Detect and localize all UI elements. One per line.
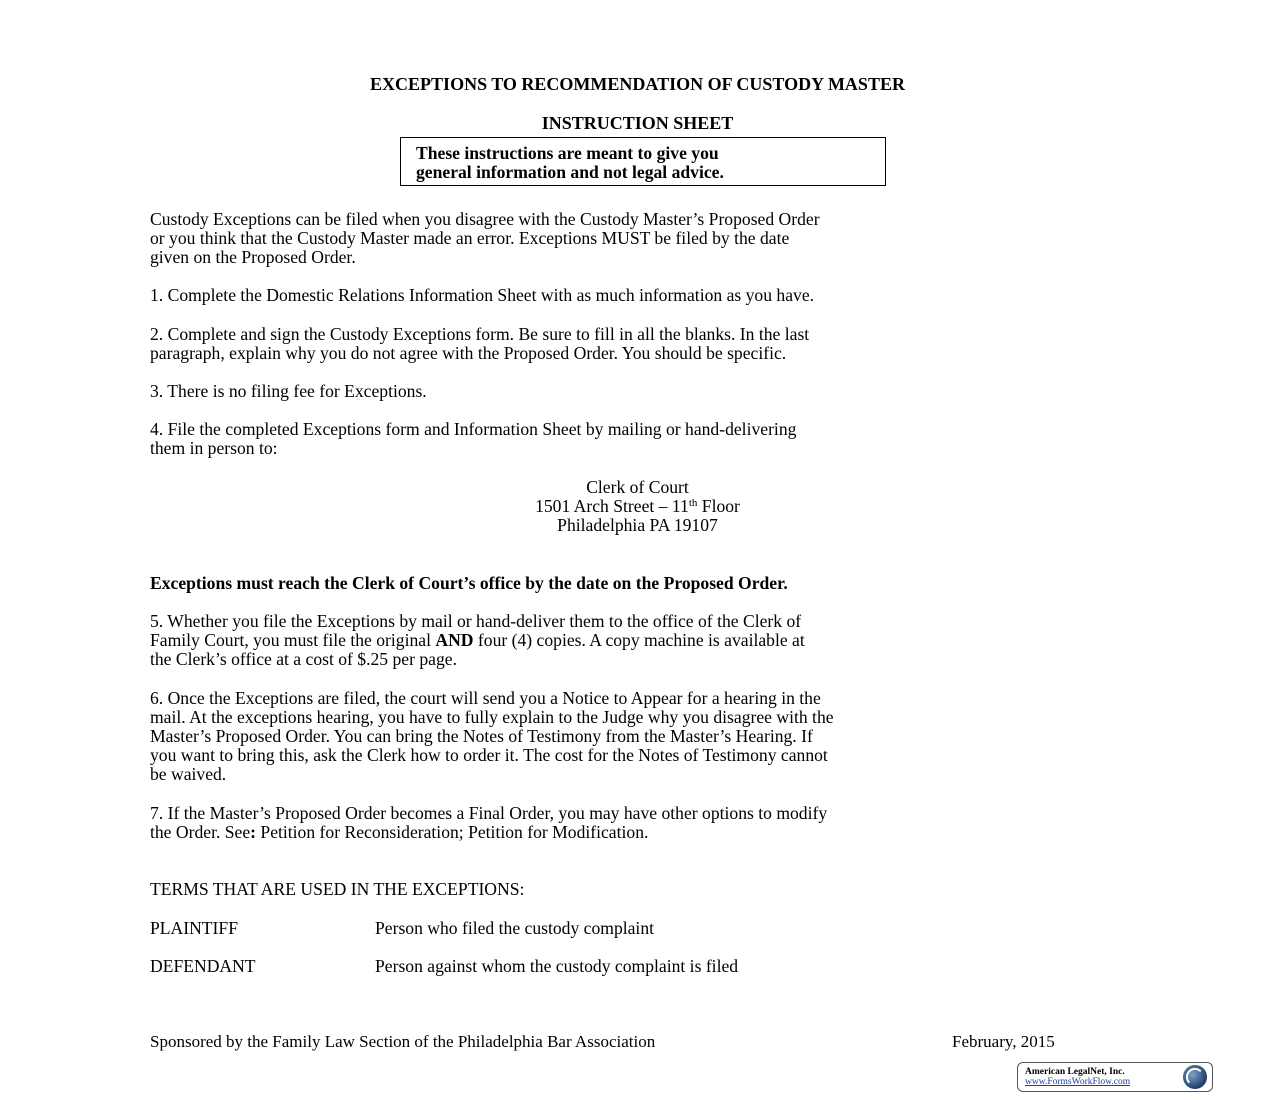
step-6-line: Master’s Proposed Order. You can bring the Notes of Testimony from the Master’s Hearing. If: [150, 726, 813, 746]
deadline-notice: Exceptions must reach the Clerk of Court’s office by the date on the Proposed Order.: [150, 573, 788, 593]
terms-heading: TERMS THAT ARE USED IN THE EXCEPTIONS:: [150, 879, 525, 899]
step-5-text: Family Court, you must file the original: [150, 630, 436, 650]
step-4-line: them in person to:: [150, 438, 278, 458]
disclaimer-line-1: These instructions are meant to give you: [416, 143, 719, 163]
term-label: DEFENDANT: [150, 956, 256, 976]
step-7-line: 7. If the Master’s Proposed Order becomes a Final Order, you may have other options to modify: [150, 803, 828, 823]
step-2-line: 2. Complete and sign the Custody Exceptions form. Be sure to fill in all the blanks. In the last: [150, 324, 810, 344]
address-name: Clerk of Court: [586, 477, 689, 497]
logo-company-name: American LegalNet, Inc.: [1025, 1067, 1125, 1077]
step-7-colon: :: [250, 822, 257, 842]
document-subtitle: INSTRUCTION SHEET: [541, 113, 734, 133]
footer-sponsor: Sponsored by the Family Law Section of the Philadelphia Bar Association: [150, 1032, 656, 1051]
address-street-floor: Floor: [697, 496, 740, 516]
step-6-line: 6. Once the Exceptions are filed, the court will send you a Notice to Appear for a hearing in the: [150, 688, 821, 708]
intro-line: or you think that the Custody Master made an error. Exceptions MUST be filed by the date: [150, 228, 790, 248]
step-6-line: be waived.: [150, 764, 227, 784]
step-5-line: the Clerk’s office at a cost of $.25 per page.: [150, 649, 457, 669]
step-7-text: the Order. See: [150, 822, 251, 842]
step-7-text: Petition for Reconsideration; Petition for Modification.: [256, 822, 649, 842]
address-street-text: 1501 Arch Street – 11: [535, 496, 689, 516]
intro-line: given on the Proposed Order.: [150, 247, 356, 267]
globe-icon: [1183, 1065, 1207, 1089]
footer-date: February, 2015: [952, 1032, 1055, 1051]
step-5-text: four (4) copies. A copy machine is available at: [473, 630, 805, 650]
step-5-line: 5. Whether you file the Exceptions by mail or hand-deliver them to the office of the Clerk of: [150, 611, 802, 631]
step-3: 3. There is no filing fee for Exceptions.: [150, 381, 427, 401]
logo-url-link[interactable]: www.FormsWorkFlow.com: [1025, 1077, 1131, 1087]
address-city: Philadelphia PA 19107: [557, 515, 718, 535]
step-5-line: [150, 631, 805, 650]
address-street: [0, 497, 1275, 516]
step-4-line: 4. File the completed Exceptions form and Information Sheet by mailing or hand-delivering: [150, 419, 797, 439]
address-street-superscript: th: [688, 497, 698, 509]
step-1: 1. Complete the Domestic Relations Information Sheet with as much information as you have.: [150, 285, 815, 305]
document-title: EXCEPTIONS TO RECOMMENDATION OF CUSTODY MASTER: [370, 74, 905, 94]
step-6-line: mail. At the exceptions hearing, you have to fully explain to the Judge why you disagree with the: [150, 707, 834, 727]
step-6-line: you want to bring this, ask the Clerk how to order it. The cost for the Notes of Testimony cannot: [150, 745, 828, 765]
step-2-line: paragraph, explain why you do not agree with the Proposed Order. You should be specific.: [150, 343, 787, 363]
step-7-line: [150, 823, 648, 842]
term-definition: Person who filed the custody complaint: [375, 918, 655, 938]
term-definition: Person against whom the custody complaint is filed: [375, 956, 739, 976]
step-5-emphasis: AND: [435, 630, 474, 650]
disclaimer-line-2: general information and not legal advice.: [416, 162, 724, 182]
intro-line: Custody Exceptions can be filed when you disagree with the Custody Master’s Proposed Order: [150, 209, 820, 229]
term-label: PLAINTIFF: [150, 918, 238, 938]
americanlegalnet-logo[interactable]: [1017, 1062, 1213, 1092]
